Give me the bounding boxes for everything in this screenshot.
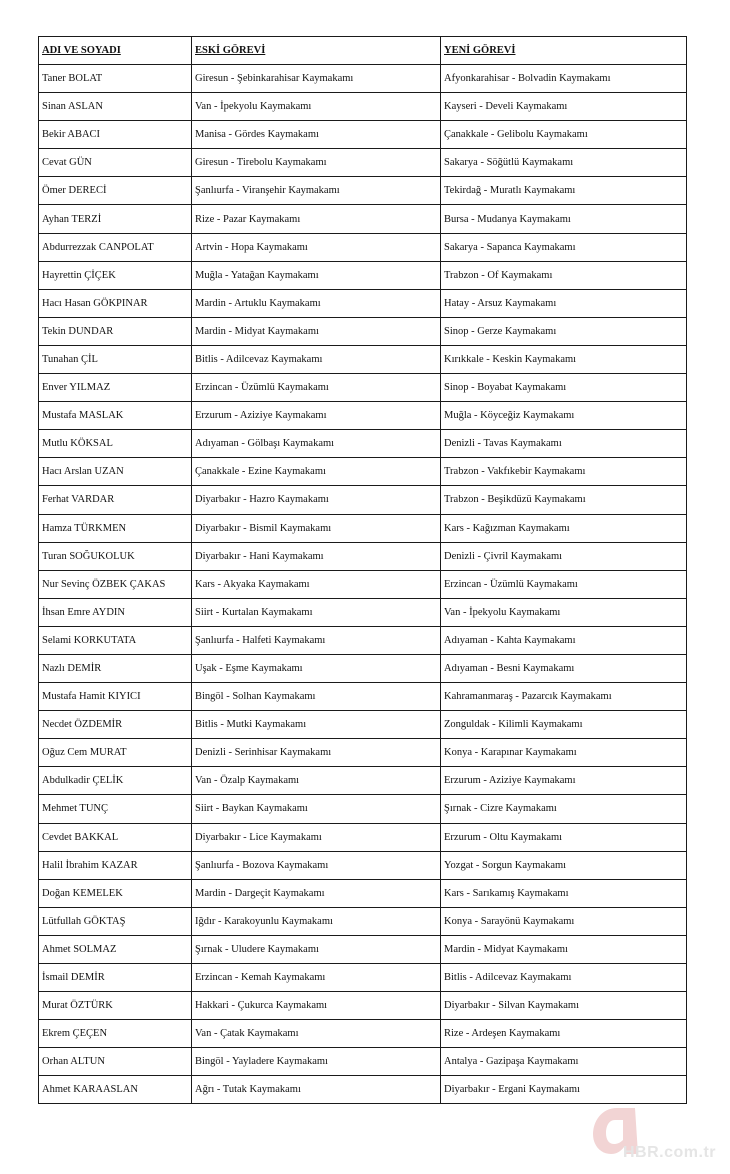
cell-old-post: Ağrı - Tutak Kaymakamı — [192, 1076, 441, 1104]
cell-old-post: Erzincan - Üzümlü Kaymakamı — [192, 374, 441, 402]
cell-old-post: Uşak - Eşme Kaymakamı — [192, 654, 441, 682]
cell-old-post: Mardin - Midyat Kaymakamı — [192, 317, 441, 345]
cell-old-post: Kars - Akyaka Kaymakamı — [192, 570, 441, 598]
cell-name: Cevdet BAKKAL — [39, 823, 192, 851]
cell-name: İhsan Emre AYDIN — [39, 598, 192, 626]
cell-new-post: Adıyaman - Kahta Kaymakamı — [441, 626, 687, 654]
cell-name: Enver YILMAZ — [39, 374, 192, 402]
cell-old-post: Bitlis - Mutki Kaymakamı — [192, 711, 441, 739]
cell-old-post: Adıyaman - Gölbaşı Kaymakamı — [192, 430, 441, 458]
cell-old-post: Şanlıurfa - Halfeti Kaymakamı — [192, 626, 441, 654]
cell-new-post: Erzincan - Üzümlü Kaymakamı — [441, 570, 687, 598]
cell-new-post: Kayseri - Develi Kaymakamı — [441, 93, 687, 121]
cell-new-post: Bursa - Mudanya Kaymakamı — [441, 205, 687, 233]
cell-name: Doğan KEMELEK — [39, 879, 192, 907]
cell-new-post: Tekirdağ - Muratlı Kaymakamı — [441, 177, 687, 205]
cell-name: Cevat GÜN — [39, 149, 192, 177]
cell-name: Mustafa MASLAK — [39, 402, 192, 430]
table-row — [39, 458, 687, 486]
cell-new-post: Erzurum - Aziziye Kaymakamı — [441, 767, 687, 795]
cell-old-post: Şanlıurfa - Viranşehir Kaymakamı — [192, 177, 441, 205]
cell-name: Hayrettin ÇİÇEK — [39, 261, 192, 289]
cell-new-post: Bitlis - Adilcevaz Kaymakamı — [441, 964, 687, 992]
cell-name: Mustafa Hamit KIYICI — [39, 683, 192, 711]
table-row — [39, 879, 687, 907]
table-row — [39, 711, 687, 739]
cell-name: Ahmet KARAASLAN — [39, 1076, 192, 1104]
cell-name: Hacı Hasan GÖKPINAR — [39, 289, 192, 317]
cell-new-post: Sinop - Gerze Kaymakamı — [441, 317, 687, 345]
cell-name: Tekin DUNDAR — [39, 317, 192, 345]
cell-old-post: Muğla - Yatağan Kaymakamı — [192, 261, 441, 289]
cell-name: Lütfullah GÖKTAŞ — [39, 907, 192, 935]
cell-new-post: Sakarya - Sapanca Kaymakamı — [441, 233, 687, 261]
cell-name: Taner BOLAT — [39, 65, 192, 93]
cell-new-post: Trabzon - Beşikdüzü Kaymakamı — [441, 486, 687, 514]
cell-name: Necdet ÖZDEMİR — [39, 711, 192, 739]
table-row — [39, 149, 687, 177]
cell-old-post: Diyarbakır - Lice Kaymakamı — [192, 823, 441, 851]
cell-new-post: Kars - Sarıkamış Kaymakamı — [441, 879, 687, 907]
table-row — [39, 65, 687, 93]
cell-name: Bekir ABACI — [39, 121, 192, 149]
cell-old-post: Rize - Pazar Kaymakamı — [192, 205, 441, 233]
cell-name: Ahmet SOLMAZ — [39, 935, 192, 963]
cell-name: Selami KORKUTATA — [39, 626, 192, 654]
cell-new-post: Konya - Karapınar Kaymakamı — [441, 739, 687, 767]
cell-new-post: Van - İpekyolu Kaymakamı — [441, 598, 687, 626]
table-row — [39, 514, 687, 542]
cell-new-post: Trabzon - Of Kaymakamı — [441, 261, 687, 289]
cell-old-post: Bingöl - Solhan Kaymakamı — [192, 683, 441, 711]
cell-old-post: Mardin - Dargeçit Kaymakamı — [192, 879, 441, 907]
cell-name: Nazlı DEMİR — [39, 654, 192, 682]
cell-old-post: Manisa - Gördes Kaymakamı — [192, 121, 441, 149]
cell-new-post: Rize - Ardeşen Kaymakamı — [441, 1020, 687, 1048]
table-row — [39, 1020, 687, 1048]
table-body — [39, 65, 687, 1104]
cell-name: Mutlu KÖKSAL — [39, 430, 192, 458]
cell-name: Sinan ASLAN — [39, 93, 192, 121]
cell-name: Hacı Arslan UZAN — [39, 458, 192, 486]
cell-old-post: Van - Özalp Kaymakamı — [192, 767, 441, 795]
cell-new-post: Kırıkkale - Keskin Kaymakamı — [441, 345, 687, 373]
header-name: ADI VE SOYADI — [39, 37, 192, 65]
cell-new-post: Şırnak - Cizre Kaymakamı — [441, 795, 687, 823]
watermark — [583, 1100, 723, 1166]
cell-old-post: Siirt - Baykan Kaymakamı — [192, 795, 441, 823]
table-row — [39, 935, 687, 963]
table-row — [39, 177, 687, 205]
table-row — [39, 598, 687, 626]
header-new-post: YENİ GÖREVİ — [441, 37, 687, 65]
cell-name: Ekrem ÇEÇEN — [39, 1020, 192, 1048]
cell-old-post: Bingöl - Yayladere Kaymakamı — [192, 1048, 441, 1076]
cell-new-post: Denizli - Tavas Kaymakamı — [441, 430, 687, 458]
cell-name: Turan SOĞUKOLUK — [39, 542, 192, 570]
table-row — [39, 430, 687, 458]
table-row — [39, 795, 687, 823]
cell-old-post: Çanakkale - Ezine Kaymakamı — [192, 458, 441, 486]
cell-old-post: Mardin - Artuklu Kaymakamı — [192, 289, 441, 317]
cell-name: Mehmet TUNÇ — [39, 795, 192, 823]
cell-old-post: Iğdır - Karakoyunlu Kaymakamı — [192, 907, 441, 935]
table-row — [39, 289, 687, 317]
table-row — [39, 486, 687, 514]
cell-new-post: Diyarbakır - Ergani Kaymakamı — [441, 1076, 687, 1104]
cell-name: Abdurrezzak CANPOLAT — [39, 233, 192, 261]
cell-old-post: Erzurum - Aziziye Kaymakamı — [192, 402, 441, 430]
cell-old-post: Bitlis - Adilcevaz Kaymakamı — [192, 345, 441, 373]
watermark-text: HBR.com.tr — [623, 1144, 717, 1161]
table-row — [39, 626, 687, 654]
cell-old-post: Giresun - Tirebolu Kaymakamı — [192, 149, 441, 177]
table-row — [39, 739, 687, 767]
cell-old-post: Diyarbakır - Hani Kaymakamı — [192, 542, 441, 570]
table-row — [39, 683, 687, 711]
table-row — [39, 570, 687, 598]
table-row — [39, 345, 687, 373]
cell-new-post: Muğla - Köyceğiz Kaymakamı — [441, 402, 687, 430]
table-row — [39, 654, 687, 682]
table-row — [39, 542, 687, 570]
cell-old-post: Diyarbakır - Bismil Kaymakamı — [192, 514, 441, 542]
cell-new-post: Trabzon - Vakfıkebir Kaymakamı — [441, 458, 687, 486]
cell-old-post: Van - İpekyolu Kaymakamı — [192, 93, 441, 121]
cell-name: Halil İbrahim KAZAR — [39, 851, 192, 879]
cell-new-post: Sinop - Boyabat Kaymakamı — [441, 374, 687, 402]
cell-new-post: Denizli - Çivril Kaymakamı — [441, 542, 687, 570]
cell-old-post: Van - Çatak Kaymakamı — [192, 1020, 441, 1048]
cell-new-post: Mardin - Midyat Kaymakamı — [441, 935, 687, 963]
cell-old-post: Erzincan - Kemah Kaymakamı — [192, 964, 441, 992]
table-header-row — [39, 37, 687, 65]
table-row — [39, 261, 687, 289]
header-old-post: ESKİ GÖREVİ — [192, 37, 441, 65]
cell-old-post: Hakkari - Çukurca Kaymakamı — [192, 992, 441, 1020]
cell-new-post: Çanakkale - Gelibolu Kaymakamı — [441, 121, 687, 149]
cell-name: Ayhan TERZİ — [39, 205, 192, 233]
cell-old-post: Denizli - Serinhisar Kaymakamı — [192, 739, 441, 767]
cell-new-post: Adıyaman - Besni Kaymakamı — [441, 654, 687, 682]
cell-name: Hamza TÜRKMEN — [39, 514, 192, 542]
cell-name: İsmail DEMİR — [39, 964, 192, 992]
table-row — [39, 823, 687, 851]
cell-new-post: Afyonkarahisar - Bolvadin Kaymakamı — [441, 65, 687, 93]
cell-new-post: Kahramanmaraş - Pazarcık Kaymakamı — [441, 683, 687, 711]
cell-name: Tunahan ÇİL — [39, 345, 192, 373]
cell-new-post: Kars - Kağızman Kaymakamı — [441, 514, 687, 542]
cell-old-post: Giresun - Şebinkarahisar Kaymakamı — [192, 65, 441, 93]
table-row — [39, 767, 687, 795]
cell-new-post: Antalya - Gazipaşa Kaymakamı — [441, 1048, 687, 1076]
table-row — [39, 907, 687, 935]
table-row — [39, 233, 687, 261]
cell-new-post: Erzurum - Oltu Kaymakamı — [441, 823, 687, 851]
table-row — [39, 402, 687, 430]
cell-name: Ferhat VARDAR — [39, 486, 192, 514]
cell-new-post: Diyarbakır - Silvan Kaymakamı — [441, 992, 687, 1020]
cell-name: Nur Sevinç ÖZBEK ÇAKAS — [39, 570, 192, 598]
cell-name: Oğuz Cem MURAT — [39, 739, 192, 767]
cell-old-post: Artvin - Hopa Kaymakamı — [192, 233, 441, 261]
cell-new-post: Hatay - Arsuz Kaymakamı — [441, 289, 687, 317]
table-row — [39, 851, 687, 879]
cell-name: Orhan ALTUN — [39, 1048, 192, 1076]
table-row — [39, 205, 687, 233]
cell-new-post: Konya - Sarayönü Kaymakamı — [441, 907, 687, 935]
cell-name: Abdulkadir ÇELİK — [39, 767, 192, 795]
cell-old-post: Şanlıurfa - Bozova Kaymakamı — [192, 851, 441, 879]
cell-old-post: Siirt - Kurtalan Kaymakamı — [192, 598, 441, 626]
table-row — [39, 93, 687, 121]
appointment-table — [38, 36, 687, 1104]
cell-name: Murat ÖZTÜRK — [39, 992, 192, 1020]
cell-old-post: Diyarbakır - Hazro Kaymakamı — [192, 486, 441, 514]
table-row — [39, 1048, 687, 1076]
table-row — [39, 317, 687, 345]
cell-name: Ömer DERECİ — [39, 177, 192, 205]
table-row — [39, 374, 687, 402]
table-row — [39, 121, 687, 149]
table-row — [39, 992, 687, 1020]
cell-new-post: Yozgat - Sorgun Kaymakamı — [441, 851, 687, 879]
cell-new-post: Sakarya - Söğütlü Kaymakamı — [441, 149, 687, 177]
table-row — [39, 964, 687, 992]
cell-new-post: Zonguldak - Kilimli Kaymakamı — [441, 711, 687, 739]
cell-old-post: Şırnak - Uludere Kaymakamı — [192, 935, 441, 963]
